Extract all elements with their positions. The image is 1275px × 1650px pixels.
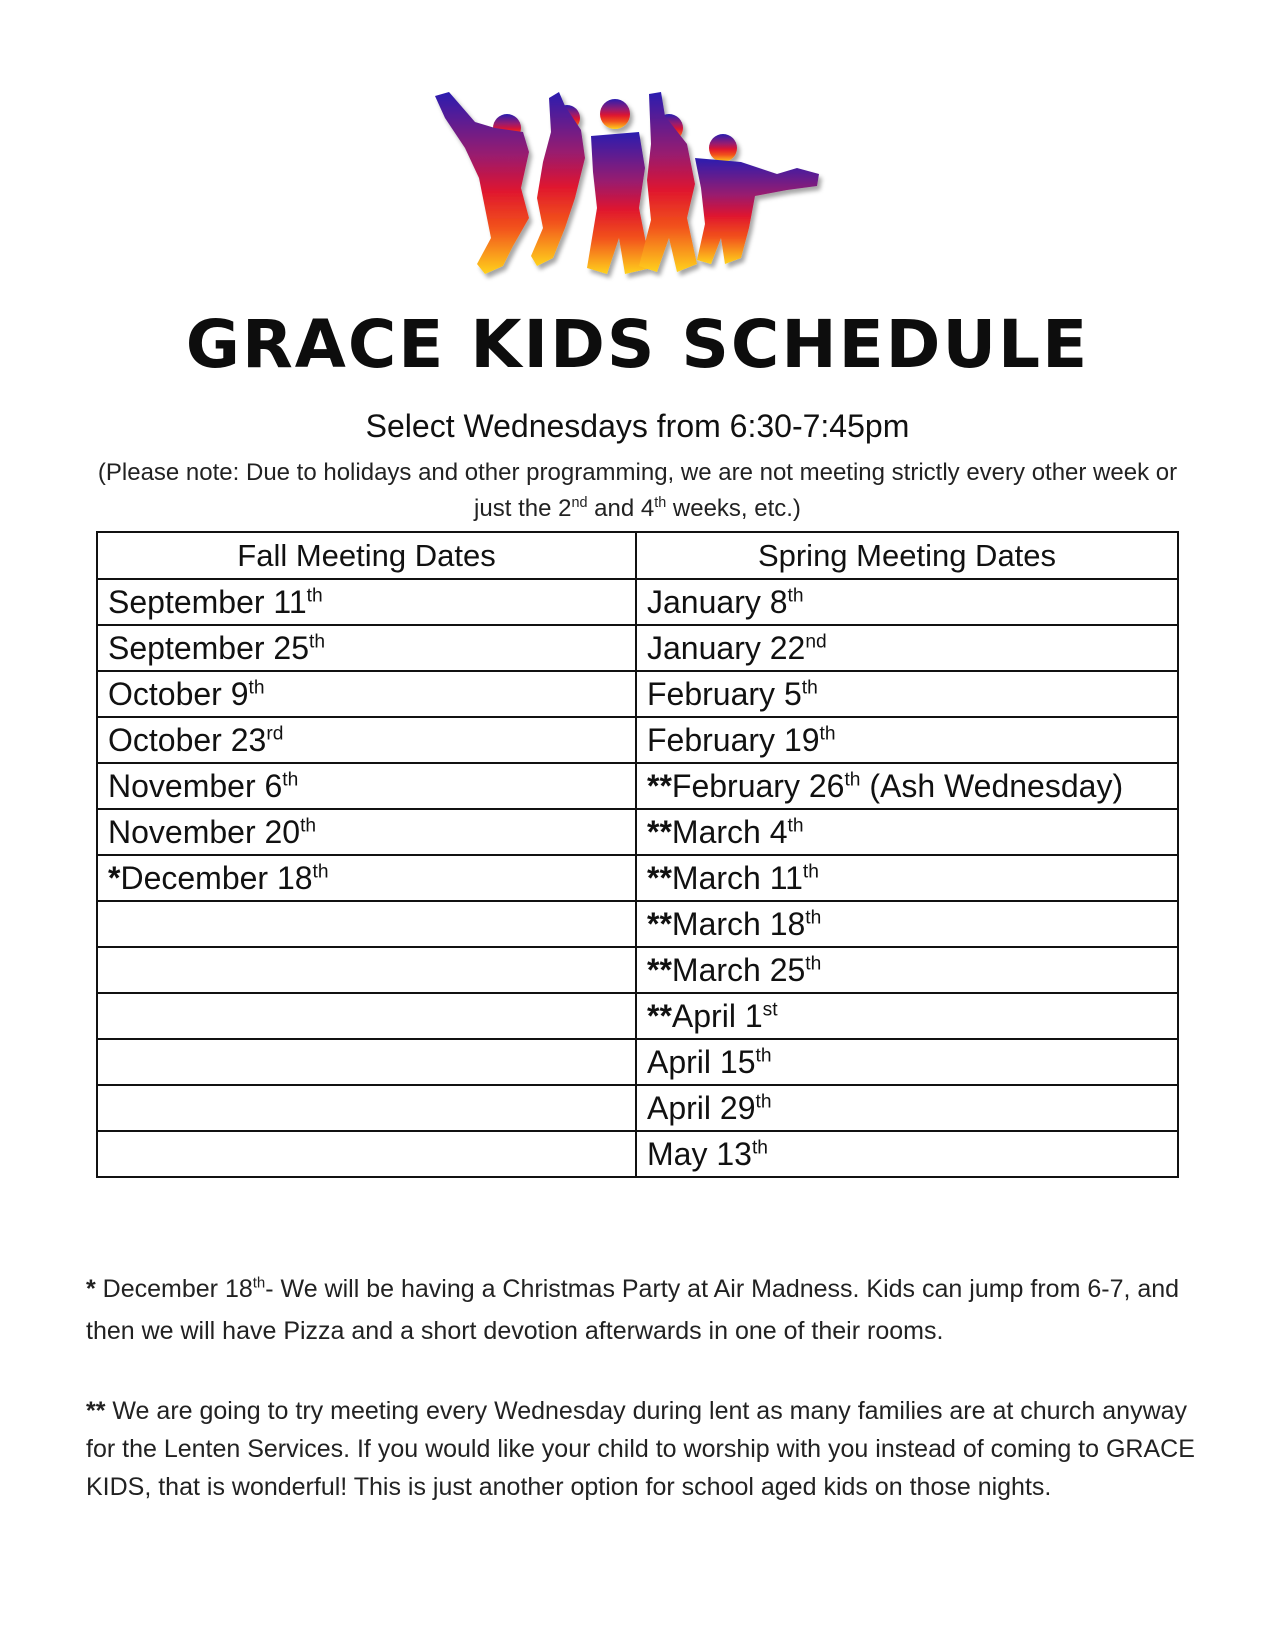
table-header-row <box>97 532 1178 579</box>
table-row <box>97 947 1178 993</box>
date-ordinal-suffix: th <box>300 814 317 836</box>
date-ordinal-suffix: th <box>787 584 804 606</box>
note-superscript: nd <box>571 495 588 511</box>
logo <box>425 88 855 283</box>
spring-date-cell <box>636 579 1178 625</box>
fall-date-cell <box>97 1085 636 1131</box>
date-ordinal-suffix: th <box>787 814 804 836</box>
date-text: January 22 <box>647 629 806 666</box>
fall-date-cell <box>97 763 636 809</box>
footnote-marker: ** <box>86 1397 106 1425</box>
table-row <box>97 901 1178 947</box>
spring-date-cell <box>636 671 1178 717</box>
date-ordinal-suffix: th <box>805 952 822 974</box>
schedule-note <box>80 455 1195 527</box>
date-marker: ** <box>647 997 672 1034</box>
date-ordinal-suffix: st <box>762 998 778 1020</box>
fall-date-cell <box>97 947 636 993</box>
table-row <box>97 671 1178 717</box>
table-row <box>97 809 1178 855</box>
date-ordinal-suffix: th <box>802 860 819 882</box>
date-text: October 23 <box>108 721 267 758</box>
fall-date-cell <box>97 671 636 717</box>
date-text: March 18 <box>671 905 806 942</box>
date-text: March 25 <box>671 951 806 988</box>
date-text: November 6 <box>108 767 283 804</box>
date-ordinal-suffix: th <box>306 584 323 606</box>
table-row <box>97 579 1178 625</box>
date-note: (Ash Wednesday) <box>860 767 1124 804</box>
spring-date-cell <box>636 625 1178 671</box>
date-text: April 1 <box>671 997 763 1034</box>
note-text: weeks, etc.) <box>666 495 801 522</box>
table-row <box>97 717 1178 763</box>
spring-date-cell <box>636 1131 1178 1177</box>
fall-date-cell <box>97 1131 636 1177</box>
date-marker: ** <box>647 813 672 850</box>
spring-date-cell <box>636 1085 1178 1131</box>
spring-date-cell <box>636 901 1178 947</box>
date-text: February 26 <box>671 767 845 804</box>
date-marker: ** <box>647 905 672 942</box>
fall-date-cell <box>97 717 636 763</box>
footnote-text: - We will be having a Christmas Party at Air Madness. Kids can jump from 6-7, and then we will have Pizza and a short devotion afterwards in one of their rooms. <box>86 1275 1180 1345</box>
date-ordinal-suffix: rd <box>266 722 284 744</box>
date-text: April 15 <box>647 1043 756 1080</box>
fall-date-cell <box>97 1039 636 1085</box>
date-marker: ** <box>647 767 672 804</box>
spring-date-cell <box>636 993 1178 1039</box>
footnote-date-suffix: th <box>252 1274 266 1292</box>
meeting-dates-table <box>96 531 1179 1178</box>
date-text: May 13 <box>647 1135 752 1172</box>
date-marker: ** <box>647 951 672 988</box>
spring-date-cell <box>636 855 1178 901</box>
spring-date-cell <box>636 763 1178 809</box>
fall-column-header: Fall Meeting Dates <box>97 532 636 579</box>
spring-date-cell <box>636 717 1178 763</box>
footnote-text: We are going to try meeting every Wednesday during lent as many families are at church anyway for the Lenten Services. If you would like your child to worship with you instead of coming to GRACE KIDS, that is wonderful! This is just another option for school aged kids on those nights. <box>86 1397 1195 1501</box>
spring-date-cell <box>636 947 1178 993</box>
table-row <box>97 1131 1178 1177</box>
page-subtitle: Select Wednesdays from 6:30-7:45pm <box>365 408 910 444</box>
date-ordinal-suffix: th <box>844 768 861 790</box>
fall-date-cell <box>97 809 636 855</box>
date-text: October 9 <box>108 675 249 712</box>
date-text: September 11 <box>108 583 307 620</box>
date-text: March 11 <box>671 859 803 896</box>
date-ordinal-suffix: th <box>801 676 818 698</box>
fall-date-cell <box>97 579 636 625</box>
date-ordinal-suffix: th <box>309 630 326 652</box>
note-text: (Please note: Due to holidays and other programming, we are not meeting strictly every other week or just the 2 <box>97 459 1178 522</box>
date-ordinal-suffix: th <box>312 860 329 882</box>
date-marker: * <box>108 859 121 896</box>
fall-date-cell <box>97 855 636 901</box>
date-ordinal-suffix: th <box>248 676 265 698</box>
jumping-kids-silhouette-icon <box>425 88 855 283</box>
table-row <box>97 1085 1178 1131</box>
fall-date-cell <box>97 993 636 1039</box>
date-ordinal-suffix: th <box>751 1136 768 1158</box>
date-ordinal-suffix: th <box>755 1044 772 1066</box>
page-title: GRACE KIDS SCHEDULE <box>185 306 1090 383</box>
table-row <box>97 625 1178 671</box>
fall-date-cell <box>97 901 636 947</box>
spring-date-cell <box>636 1039 1178 1085</box>
table-row <box>97 1039 1178 1085</box>
date-text: September 25 <box>108 629 310 666</box>
date-ordinal-suffix: th <box>282 768 299 790</box>
spring-date-cell <box>636 809 1178 855</box>
date-text: January 8 <box>647 583 788 620</box>
date-marker: ** <box>647 859 672 896</box>
footnote-marker: * <box>86 1275 96 1303</box>
date-ordinal-suffix: nd <box>805 630 827 652</box>
date-text: December 18 <box>120 859 313 896</box>
footnote-lent <box>86 1392 1196 1506</box>
date-text: March 4 <box>671 813 788 850</box>
spring-column-header: Spring Meeting Dates <box>636 532 1178 579</box>
date-ordinal-suffix: th <box>755 1090 772 1112</box>
date-ordinal-suffix: th <box>805 906 822 928</box>
footnote-date: December 18 <box>95 1275 253 1303</box>
table-row <box>97 763 1178 809</box>
fall-date-cell <box>97 625 636 671</box>
date-text: February 19 <box>647 721 820 758</box>
table-row <box>97 855 1178 901</box>
note-superscript: th <box>654 495 667 511</box>
date-text: February 5 <box>647 675 802 712</box>
footnote-christmas-party <box>86 1268 1196 1352</box>
table-row <box>97 993 1178 1039</box>
date-ordinal-suffix: th <box>819 722 836 744</box>
note-text: and 4 <box>587 495 655 522</box>
date-text: November 20 <box>108 813 301 850</box>
date-text: April 29 <box>647 1089 756 1126</box>
